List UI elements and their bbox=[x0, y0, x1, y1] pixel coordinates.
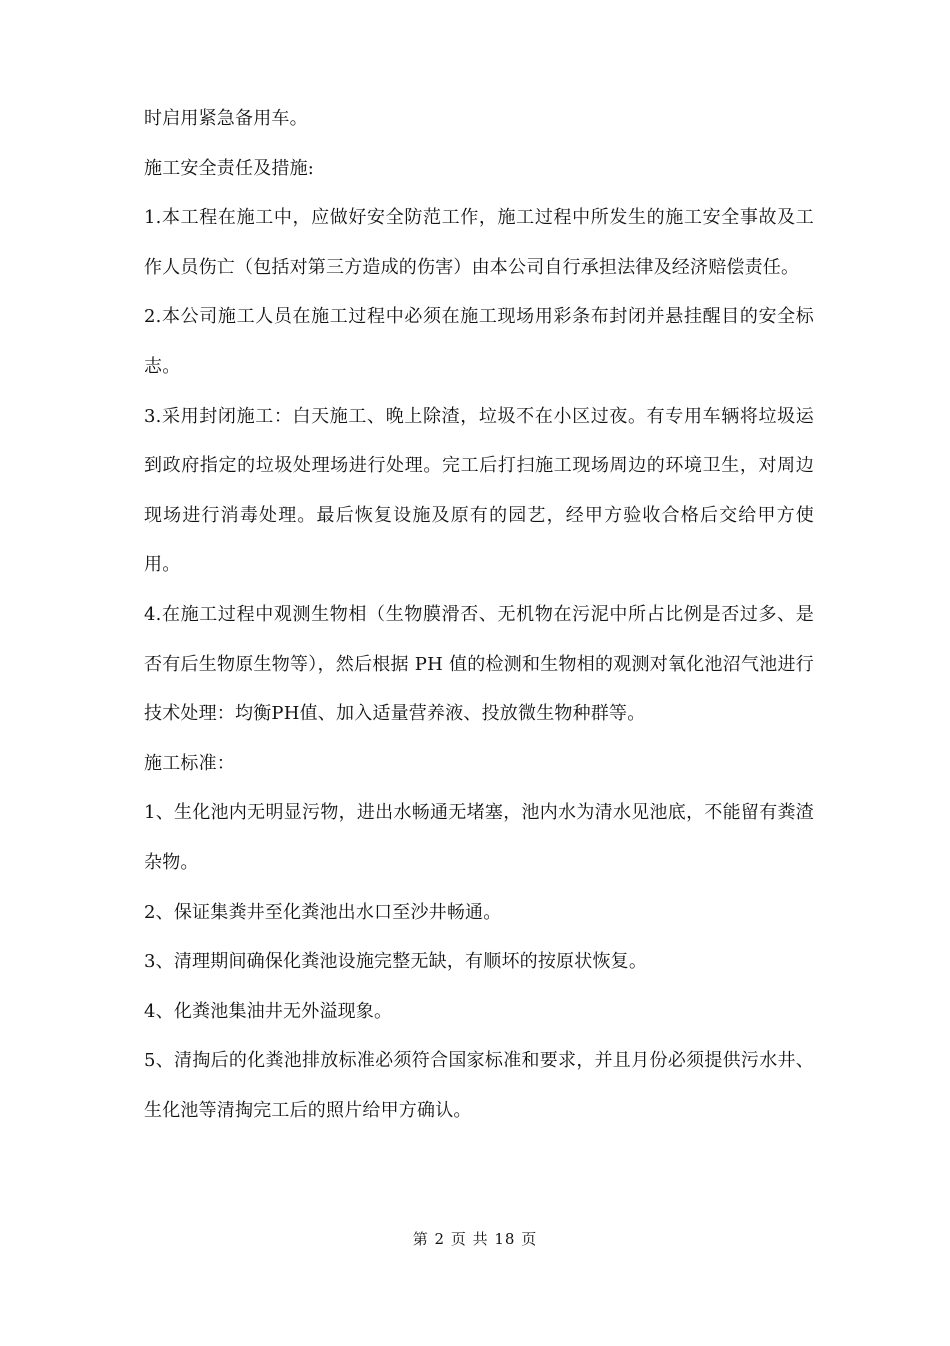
section-heading-standards: 施工标准： bbox=[144, 752, 235, 774]
paragraph: 4、化粪池集油井无外溢现象。 bbox=[144, 1000, 393, 1022]
paragraph: 2、保证集粪井至化粪池出水口至沙井畅通。 bbox=[144, 901, 502, 923]
paragraph: 时启用紧急备用车。 bbox=[144, 108, 308, 129]
paragraph: 1、生化池内无明显污物，进出水畅通无堵塞，池内水为清水见池底，不能留有粪渣杂物。 bbox=[144, 802, 814, 873]
paragraph: 4.在施工过程中观测生物相（生物膜滑否、无机物在污泥中所占比例是否过多、是否有后生物原生物等），然后根据 PH 值的检测和生物相的观测对氧化池沼气池进行技术处理：均衡PH值、加入适量营养液、投放微生物种群等。 bbox=[144, 603, 814, 725]
paragraph: 5、清掏后的化粪池排放标准必须符合国家标准和要求，并且月份必须提供污水井、生化池等清掏完工后的照片给甲方确认。 bbox=[144, 1050, 814, 1121]
page-number-footer: 第 2 页 共 18 页 bbox=[412, 1230, 538, 1248]
paragraph: 1.本工程在施工中，应做好安全防范工作，施工过程中所发生的施工安全事故及工作人员伤亡（包括对第三方造成的伤害）由本公司自行承担法律及经济赔偿责任。 bbox=[144, 207, 814, 278]
document-body bbox=[144, 94, 814, 1135]
section-heading-safety: 施工安全责任及措施: bbox=[144, 157, 315, 179]
paragraph: 3.采用封闭施工：白天施工、晚上除渣，垃圾不在小区过夜。有专用车辆将垃圾运到政府指定的垃圾处理场进行处理。完工后打扫施工现场周边的环境卫生，对周边现场进行消毒处理。最后恢复设施及原有的园艺，经甲方验收合格后交给甲方使用。 bbox=[144, 405, 814, 576]
paragraph: 3、清理期间确保化粪池设施完整无缺，有顺坏的按原状恢复。 bbox=[144, 951, 648, 973]
paragraph: 2.本公司施工人员在施工过程中必须在施工现场用彩条布封闭并悬挂醒目的安全标志。 bbox=[144, 306, 814, 377]
